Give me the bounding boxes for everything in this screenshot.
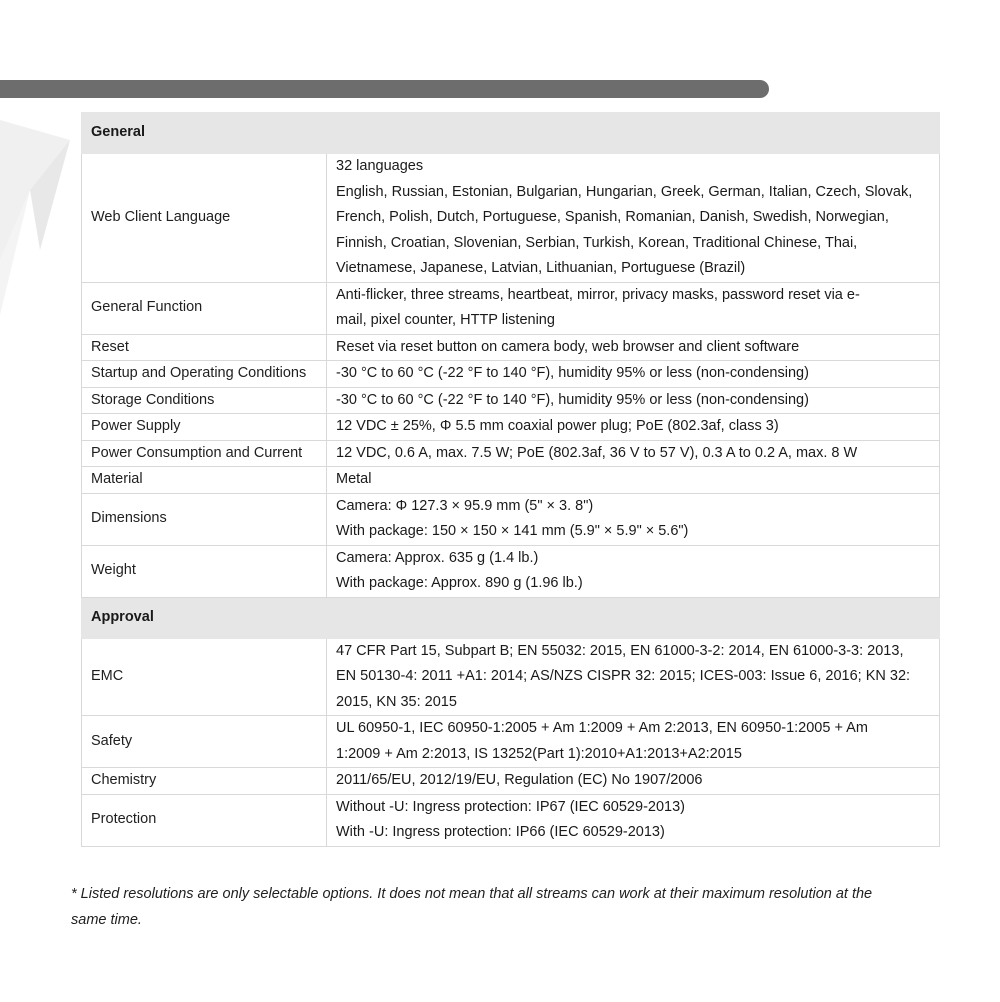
value-line: -30 °C to 60 °C (-22 °F to 140 °F), humidity 95% or less (non-condensing) <box>336 365 809 381</box>
value-line: French, Polish, Dutch, Portuguese, Spanish, Romanian, Danish, Swedish, Norwegian, <box>336 209 889 225</box>
row-value <box>327 334 940 361</box>
spec-table <box>81 112 940 847</box>
decorative-star-shape <box>0 100 90 320</box>
row-label: Weight <box>82 545 327 597</box>
value-line: Finnish, Croatian, Slovenian, Serbian, Turkish, Korean, Traditional Chinese, Thai, <box>336 234 858 251</box>
value-line: Reset via reset button on camera body, web browser and client software <box>336 338 800 355</box>
value-line: UL 60950-1, IEC 60950-1:2005 + Am 1:2009 + Am 2:2013, EN 60950-1:2005 + Am <box>336 720 868 736</box>
row-label: Material <box>82 467 327 494</box>
row-value <box>327 387 940 414</box>
row-label: Power Supply <box>82 414 327 441</box>
table-row <box>82 768 940 795</box>
value-line: mail, pixel counter, HTTP listening <box>336 312 555 328</box>
table-row <box>82 794 940 846</box>
value-line: Vietnamese, Japanese, Latvian, Lithuanian, Portuguese (Brazil) <box>336 260 746 276</box>
section-title: General <box>82 113 940 154</box>
value-line: Metal <box>336 471 372 487</box>
table-row <box>82 361 940 388</box>
row-value <box>327 716 940 768</box>
value-line: 2011/65/EU, 2012/19/EU, Regulation (EC) No 1907/2006 <box>336 772 703 788</box>
table-row <box>82 334 940 361</box>
table-row <box>82 387 940 414</box>
table-row <box>82 440 940 467</box>
row-label: EMC <box>82 638 327 716</box>
value-line: 12 VDC ± 25%, Φ 5.5 mm coaxial power plug; PoE (802.3af, class 3) <box>336 418 779 434</box>
row-value <box>327 493 940 545</box>
value-line: 12 VDC, 0.6 A, max. 7.5 W; PoE (802.3af, 36 V to 57 V), 0.3 A to 0.2 A, max. 8 W <box>336 444 858 461</box>
row-value <box>327 467 940 494</box>
row-value <box>327 794 940 846</box>
footnote-line-1: * Listed resolutions are only selectable options. It does not mean that all streams can work at their maximum resolution at the <box>71 886 873 902</box>
row-value <box>327 154 940 283</box>
row-value <box>327 282 940 334</box>
row-label: Protection <box>82 794 327 846</box>
section-header-general <box>82 113 940 154</box>
row-value <box>327 440 940 467</box>
header-bar <box>0 80 769 98</box>
table-row <box>82 545 940 597</box>
table-row <box>82 493 940 545</box>
value-line: Anti-flicker, three streams, heartbeat, mirror, privacy masks, password reset via e- <box>336 286 860 303</box>
value-line: Camera: Φ 127.3 × 95.9 mm (5" × 3. 8") <box>336 497 594 514</box>
table-row <box>82 716 940 768</box>
row-value <box>327 638 940 716</box>
footnote <box>71 881 941 933</box>
row-value <box>327 768 940 795</box>
value-line: 2015, KN 35: 2015 <box>336 693 457 710</box>
value-line: -30 °C to 60 °C (-22 °F to 140 °F), humidity 95% or less (non-condensing) <box>336 391 809 408</box>
value-line: Camera: Approx. 635 g (1.4 lb.) <box>336 549 539 566</box>
value-line: With package: 150 × 150 × 141 mm (5.9" × 5.9" × 5.6") <box>336 523 689 539</box>
value-line: With -U: Ingress protection: IP66 (IEC 60529-2013) <box>336 824 665 840</box>
footnote-line-2: same time. <box>71 912 142 928</box>
section-title: Approval <box>82 597 940 638</box>
row-label: General Function <box>82 282 327 334</box>
section-header-approval <box>82 597 940 638</box>
row-label: Startup and Operating Conditions <box>82 361 327 388</box>
row-value <box>327 414 940 441</box>
row-label: Storage Conditions <box>82 387 327 414</box>
row-label: Reset <box>82 334 327 361</box>
row-label: Power Consumption and Current <box>82 440 327 467</box>
table-row <box>82 154 940 283</box>
value-line: EN 50130-4: 2011 +A1: 2014; AS/NZS CISPR 32: 2015; ICES-003: Issue 6, 2016; KN 32: <box>336 668 911 684</box>
row-value <box>327 545 940 597</box>
value-line: Without -U: Ingress protection: IP67 (IEC 60529-2013) <box>336 798 685 815</box>
value-line: 32 languages <box>336 158 424 174</box>
value-line: With package: Approx. 890 g (1.96 lb.) <box>336 575 583 591</box>
table-row <box>82 638 940 716</box>
row-value <box>327 361 940 388</box>
value-line: 47 CFR Part 15, Subpart B; EN 55032: 2015, EN 61000-3-2: 2014, EN 61000-3-3: 2013, <box>336 642 904 659</box>
table-row <box>82 467 940 494</box>
value-line: 1:2009 + Am 2:2013, IS 13252(Part 1):2010+A1:2013+A2:2015 <box>336 745 742 762</box>
row-label: Web Client Language <box>82 154 327 283</box>
value-line: English, Russian, Estonian, Bulgarian, Hungarian, Greek, German, Italian, Czech, Slovak, <box>336 183 913 200</box>
row-label: Safety <box>82 716 327 768</box>
table-row <box>82 282 940 334</box>
table-row <box>82 414 940 441</box>
row-label: Chemistry <box>82 768 327 795</box>
row-label: Dimensions <box>82 493 327 545</box>
